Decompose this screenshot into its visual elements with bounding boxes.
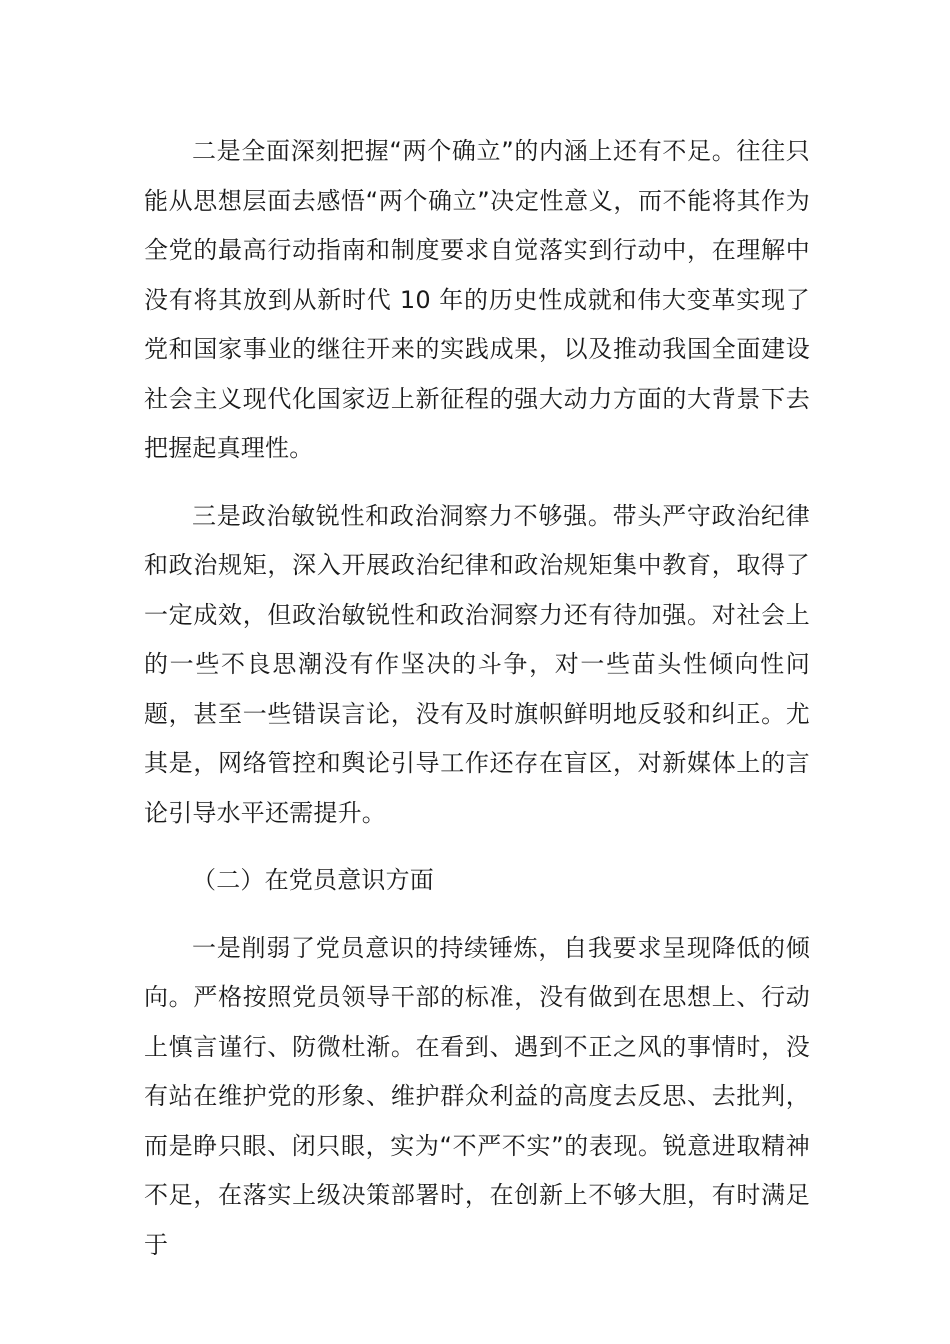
section-heading-party-awareness: （二）在党员意识方面 — [192, 866, 434, 894]
document-body — [144, 127, 810, 1288]
paragraph-two-confirmations: 二是全面深刻把握“两个确立”的内涵上还有不足。往往只能从思想层面去感悟“两个确立”决定性意义，而不能将其作为全党的最高行动指南和制度要求自觉落实到行动中，在理解中没有将其放到从新时代 10 年的历史性成就和伟大变革实现了党和国家事业的继往开来的实践成果，以及推动我国全面建设社会主义现代化国家迈上新征程的强大动力方面的大背景下去把握起真理性。 — [144, 137, 810, 462]
paragraph-party-awareness: 一是削弱了党员意识的持续锤炼，自我要求呈现降低的倾向。严格按照党员领导干部的标准，没有做到在思想上、行动上慎言谨行、防微杜渐。在看到、遇到不正之风的事情时，没有站在维护党的形象、维护群众利益的高度去反思、去批判，而是睁只眼、闭只眼，实为“不严不实”的表现。锐意进取精神不足，在落实上级决策部署时，在创新上不够大胆，有时满足于 — [144, 933, 810, 1259]
paragraph-political-sensitivity: 三是政治敏锐性和政治洞察力不够强。带头严守政治纪律和政治规矩，深入开展政治纪律和政治规矩集中教育，取得了一定成效，但政治敏锐性和政治洞察力还有待加强。对社会上的一些不良思潮没有作坚决的斗争，对一些苗头性倾向性问题，甚至一些错误言论，没有及时旗帜鲜明地反驳和纠正。尤其是，网络管控和舆论引导工作还存在盲区，对新媒体上的言论引导水平还需提升。 — [144, 501, 810, 827]
